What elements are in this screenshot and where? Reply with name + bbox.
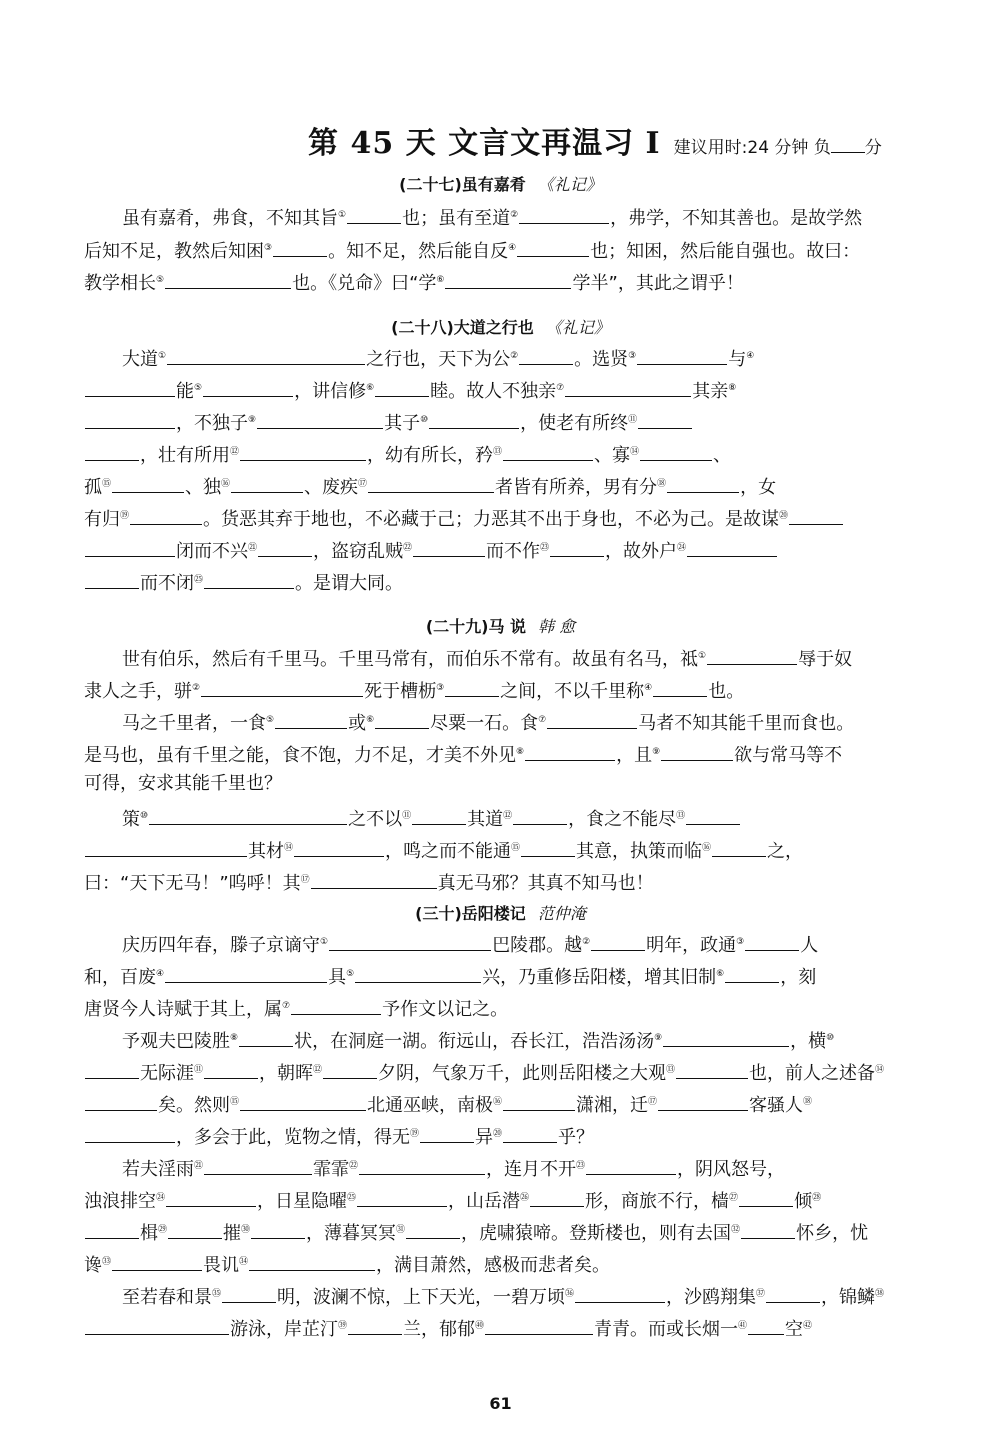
footnote-marker: ㉒ [403, 543, 413, 553]
answer-blank[interactable] [204, 1062, 258, 1079]
footnote-marker: ⑤ [194, 383, 203, 393]
answer-blank[interactable] [165, 272, 291, 289]
answer-blank[interactable] [663, 1030, 789, 1047]
answer-blank[interactable] [85, 380, 175, 397]
footnote-marker: ⑥ [436, 275, 445, 285]
text-line: 孤⑮ 、独⑯ 、废疾⑰ 者皆有所养，男有分⑱ ，女 [84, 477, 777, 498]
answer-blank[interactable] [725, 966, 779, 983]
section-heading: (二十八)大道之行也 [391, 318, 534, 337]
footnote-marker: ⑳ [493, 1129, 503, 1139]
text-line: 楫$^㉙$ 摧$^㉚$ ，薄暮冥冥$^㉛$ ，虎啸猿啼。登斯楼也，则有去国$^㉜$ 怀乡，忧 [84, 1218, 936, 1246]
footnote-marker: ⑯ [221, 479, 231, 489]
footnote-marker: ⑥ [366, 383, 375, 393]
section-source: 《礼记》 [545, 318, 610, 337]
text-line: 是马也，虽有千里之能，食不饱，力不足，才美不外见⑧ ，且⑨ 欲与常马等不 [84, 745, 843, 766]
text-line: 世有伯乐，然后有千里马。千里马常有，而伯乐不常有。故虽有名马，祗① 辱于奴 [122, 649, 853, 670]
footnote-marker: ㉞ [239, 1257, 249, 1267]
text-line: 予观夫巴陵胜⑧ 状，在洞庭一湖。衔远山，吞长江，浩浩汤汤⑨ ，横⑩ [122, 1031, 835, 1052]
footnote-marker: ③ [628, 351, 637, 361]
footnote-marker: ⑨ [248, 415, 257, 425]
footnote-marker: ⑦ [538, 715, 547, 725]
text-line: 矣。然则⑮ 北通巫峡，南极⑯ 潇湘，迁⑰ 客骚人⑱ [84, 1090, 936, 1118]
text-line: 大道① 之行也，天下为公② 。选贤③ 与④ [122, 349, 755, 370]
footnote-marker: ⑩ [826, 1033, 835, 1043]
footnote-marker: ㉗ [729, 1193, 739, 1203]
answer-blank[interactable] [565, 380, 691, 397]
answer-blank[interactable] [240, 1094, 366, 1111]
answer-blank[interactable] [591, 934, 645, 951]
text-line: 和，百废④ 具⑤ 兴，乃重修岳阳楼，增其旧制⑥ ，刻 [84, 967, 817, 988]
footnote-marker: ① [320, 937, 329, 947]
answer-blank[interactable] [258, 540, 312, 557]
answer-blank[interactable] [222, 1286, 276, 1303]
answer-blank[interactable] [575, 1286, 665, 1303]
footnote-marker: ㉔ [677, 543, 687, 553]
answer-blank[interactable] [204, 1158, 312, 1175]
footnote-marker: ⑭ [284, 843, 294, 853]
answer-blank[interactable] [375, 712, 429, 729]
answer-blank[interactable] [667, 476, 739, 493]
footnote-marker: ⑧ [728, 383, 737, 393]
footnote-marker: ㊳ [875, 1289, 885, 1299]
footnote-marker: ㊷ [803, 1321, 813, 1331]
text-line: 若夫淫雨$^㉑$ 霏霏$^㉒$ ，连月不开$^㉓$ ，阴风怒号， [122, 1159, 786, 1180]
answer-blank[interactable] [251, 1222, 305, 1239]
footnote-marker: ㉓ [540, 543, 550, 553]
answer-blank[interactable] [311, 872, 437, 889]
answer-blank[interactable] [368, 476, 494, 493]
answer-blank[interactable] [519, 207, 609, 224]
answer-blank[interactable] [687, 540, 777, 557]
answer-blank[interactable] [739, 1190, 793, 1207]
answer-blank[interactable] [445, 272, 571, 289]
answer-blank[interactable] [203, 380, 293, 397]
answer-blank[interactable] [323, 1062, 377, 1079]
footnote-marker: ⑤ [156, 275, 165, 285]
answer-blank[interactable] [85, 540, 175, 557]
footnote-marker: ⑰ [358, 479, 368, 489]
answer-blank[interactable] [638, 412, 692, 429]
answer-blank[interactable] [112, 1254, 202, 1271]
footnote-marker: ② [192, 683, 201, 693]
section-title [0, 614, 1001, 637]
answer-blank[interactable] [640, 444, 712, 461]
answer-blank[interactable] [658, 1094, 748, 1111]
footnote-marker: ⑧ [516, 747, 525, 757]
footnote-marker: ⑮ [230, 1097, 240, 1107]
text-line: 有归⑲ 。货恶其弃于地也，不必藏于己；力恶其不出于身也，不必为己。是故谋⑳ [84, 504, 936, 532]
answer-blank[interactable] [85, 1094, 157, 1111]
answer-blank[interactable] [275, 712, 347, 729]
text-line: 而不闭$^㉕$ 。是谓大同。 [84, 568, 936, 596]
answer-blank[interactable] [521, 840, 575, 857]
score-blank[interactable] [831, 138, 865, 153]
answer-blank[interactable] [517, 240, 589, 257]
footnote-marker: ⑩ [420, 415, 429, 425]
answer-blank[interactable] [712, 840, 766, 857]
answer-blank[interactable] [429, 412, 519, 429]
footnote-marker: ⑬ [666, 1065, 676, 1075]
answer-blank[interactable] [85, 444, 139, 461]
answer-blank[interactable] [85, 1126, 175, 1143]
section-title [0, 901, 1001, 924]
answer-blank[interactable] [149, 808, 347, 825]
text-line: 曰：“天下无马！”呜呼！其⑰ 真无马邪？其真不知马也！ [84, 873, 654, 894]
footnote-marker: ⑨ [654, 1033, 663, 1043]
answer-blank[interactable] [766, 1286, 820, 1303]
footnote-marker: ㉜ [731, 1225, 741, 1235]
page-header [308, 118, 882, 162]
footnote-marker: ㉚ [241, 1225, 251, 1235]
text-line: 浊浪排空$^㉔$ ，日星隐曜$^㉕$ ，山岳潜$^㉖$ 形，商旅不行，樯$^㉗$ 倾$^㉘$ [84, 1191, 822, 1212]
footnote-marker: ① [698, 651, 707, 661]
footnote-marker: ㉓ [576, 1161, 586, 1171]
answer-blank[interactable] [485, 1318, 593, 1335]
text-line: 谗$^㉝$ 畏讥$^㉞$ ，满目萧然，感极而悲者矣。 [84, 1255, 611, 1276]
suggested-time: 建议用时:24 分钟 负 [673, 138, 831, 158]
answer-blank[interactable] [166, 1190, 256, 1207]
text-line: 教学相长⑤ 也。《兑命》曰“学⑥ 学半”，其此之谓乎！ [84, 273, 744, 294]
footnote-marker: ⑱ [803, 1097, 813, 1107]
text-line: 唐贤今人诗赋于其上，属⑦ 予作文以记之。 [84, 999, 509, 1020]
answer-blank[interactable] [329, 934, 491, 951]
answer-blank[interactable] [586, 1158, 676, 1175]
answer-blank[interactable] [513, 808, 567, 825]
answer-blank[interactable] [676, 1062, 748, 1079]
footnote-marker: ㊶ [738, 1321, 748, 1331]
answer-blank[interactable] [530, 1190, 584, 1207]
footnote-marker: ㉑ [194, 1161, 204, 1171]
answer-blank[interactable] [707, 648, 797, 665]
answer-blank[interactable] [686, 808, 740, 825]
answer-blank[interactable] [748, 1318, 784, 1335]
answer-blank[interactable] [519, 348, 573, 365]
footnote-marker: ⑰ [300, 875, 310, 885]
answer-blank[interactable] [85, 1318, 229, 1335]
text-line: 至若春和景$^㉟$ 明，波澜不惊，上下天光，一碧万顷$^㊱$ ，沙鸥翔集$^㊲$ ，锦鳞$^㊳$ [122, 1287, 885, 1308]
text-line: 无际涯⑪ ，朝晖⑫ 夕阴，气象万千，此则岳阳楼之大观⑬ 也，前人之述备⑭ [84, 1058, 936, 1086]
answer-blank[interactable] [637, 348, 727, 365]
answer-blank[interactable] [130, 508, 202, 525]
footnote-marker: ④ [508, 243, 517, 253]
footnote-marker: ㊵ [475, 1321, 485, 1331]
answer-blank[interactable] [789, 508, 843, 525]
footnote-marker: ⑮ [102, 479, 112, 489]
answer-blank[interactable] [420, 1126, 474, 1143]
section-heading: (三十)岳阳楼记 [415, 904, 526, 923]
footnote-marker: ⑭ [630, 447, 640, 457]
answer-blank[interactable] [204, 572, 294, 589]
text-line: 马之千里者，一食⑤ 或⑥ 尽粟一石。食⑦ 马者不知其能千里而食也。 [122, 713, 855, 734]
answer-blank[interactable] [653, 680, 707, 697]
section-source: 范仲淹 [537, 904, 586, 923]
text-line: 后知不足，教然后知困③ 。知不足，然后能自反④ 也；知困，然后能自强也。故曰： [84, 241, 861, 262]
footnote-marker: ③ [264, 243, 273, 253]
answer-blank[interactable] [347, 207, 401, 224]
section-heading: (二十七)虽有嘉肴 [399, 175, 526, 194]
footnote-marker: ⑱ [657, 479, 667, 489]
answer-blank[interactable] [168, 1222, 222, 1239]
footnote-marker: ⑪ [628, 415, 638, 425]
footnote-marker: ㉟ [212, 1289, 222, 1299]
footnote-marker: ㊴ [338, 1321, 348, 1331]
footnote-marker: ⑭ [875, 1065, 885, 1075]
answer-blank[interactable] [231, 476, 303, 493]
text-line: 游泳，岸芷汀$^㊴$ 兰，郁郁$^㊵$ 青青。而或长烟一$^㊶$ 空$^㊷$ [84, 1314, 936, 1342]
footnote-marker: ⑳ [779, 511, 789, 521]
text-line: ，多会于此，览物之情，得无⑲ 异⑳ 乎？ [84, 1122, 936, 1150]
footnote-marker: ⑦ [556, 383, 565, 393]
answer-blank[interactable] [413, 540, 485, 557]
footnote-marker: ⑦ [282, 1001, 291, 1011]
answer-blank[interactable] [357, 1190, 447, 1207]
footnote-marker: ㊲ [756, 1289, 766, 1299]
footnote-marker: ⑩ [140, 811, 149, 821]
footnote-marker: ② [510, 210, 519, 220]
answer-blank[interactable] [85, 412, 175, 429]
footnote-marker: ㉔ [156, 1193, 166, 1203]
text-line: ，壮有所用⑫ ，幼有所长，矜⑬ 、寡⑭ 、 [84, 440, 936, 468]
footnote-marker: ⑨ [652, 747, 661, 757]
footnote-marker: ㉒ [349, 1161, 359, 1171]
page-number: 61 [489, 1394, 512, 1413]
answer-blank[interactable] [661, 744, 733, 761]
section-source: 《礼记》 [537, 175, 602, 194]
answer-blank[interactable] [85, 1222, 139, 1239]
footnote-marker: ④ [746, 351, 755, 361]
text-line: 隶人之手，骈② 死于槽枥③ 之间，不以千里称④ 也。 [84, 681, 745, 702]
answer-blank[interactable] [240, 444, 366, 461]
footnote-marker: ⑬ [493, 447, 503, 457]
footnote-marker: ② [510, 351, 519, 361]
footnote-marker: ⑥ [366, 715, 375, 725]
footnote-marker: ⑲ [120, 511, 130, 521]
answer-blank[interactable] [201, 680, 363, 697]
footnote-marker: ① [158, 351, 167, 361]
answer-blank[interactable] [503, 444, 593, 461]
footnote-marker: ㉖ [520, 1193, 530, 1203]
footnote-marker: ④ [644, 683, 653, 693]
footnote-marker: ㉛ [396, 1225, 406, 1235]
footnote-marker: ① [338, 210, 347, 220]
footnote-marker: ㉘ [812, 1193, 822, 1203]
answer-blank[interactable] [167, 348, 365, 365]
footnote-marker: ⑲ [410, 1129, 420, 1139]
answer-blank[interactable] [85, 572, 139, 589]
footnote-marker: ㉕ [194, 575, 204, 585]
answer-blank[interactable] [294, 840, 384, 857]
answer-blank[interactable] [165, 966, 327, 983]
footnote-marker: ⑰ [648, 1097, 658, 1107]
answer-blank[interactable] [348, 1318, 402, 1335]
answer-blank[interactable] [112, 476, 184, 493]
answer-blank[interactable] [239, 1030, 293, 1047]
footnote-marker: ⑮ [511, 843, 521, 853]
footnote-marker: ⑫ [503, 811, 513, 821]
answer-blank[interactable] [85, 840, 247, 857]
section-heading: (二十九)马 说 [425, 617, 527, 636]
footnote-marker: ⑤ [346, 969, 355, 979]
footnote-marker: ⑤ [266, 715, 275, 725]
footnote-marker: ③ [736, 937, 745, 947]
text-line: 其材⑭ ，鸣之而不能通⑮ 其意，执策而临⑯ 之， [84, 836, 936, 864]
text-line: ，不独子⑨ 其子⑩ ，使老有所终⑪ [84, 408, 936, 436]
answer-blank[interactable] [550, 540, 604, 557]
answer-blank[interactable] [375, 380, 429, 397]
time-and-score [674, 138, 882, 158]
answer-blank[interactable] [355, 966, 481, 983]
text-line: 庆历四年春，滕子京谪守① 巴陵郡。越② 明年，政通③ 人 [122, 935, 819, 956]
answer-blank[interactable] [745, 934, 799, 951]
section-title [0, 172, 1001, 195]
page-title: 第 45 天 文言文再温习 I [308, 126, 661, 161]
answer-blank[interactable] [273, 240, 327, 257]
answer-blank[interactable] [547, 712, 637, 729]
footnote-marker: ㉕ [347, 1193, 357, 1203]
text-line: 虽有嘉肴，弗食，不知其旨① 也；虽有至道② ，弗学，不知其善也。是故学然 [122, 208, 863, 229]
footnote-marker: ⑬ [676, 811, 686, 821]
score-unit: 分 [864, 138, 882, 158]
footnote-marker: ㊱ [565, 1289, 575, 1299]
footnote-marker: ⑥ [716, 969, 725, 979]
footnote-marker: ⑧ [230, 1033, 239, 1043]
text-line: 能⑤ ，讲信修⑥ 睦。故人不独亲⑦ 其亲⑧ [84, 376, 936, 404]
answer-blank[interactable] [257, 412, 383, 429]
footnote-marker: ㉝ [102, 1257, 112, 1267]
footnote-marker: ⑯ [493, 1097, 503, 1107]
footnote-marker: ⑫ [313, 1065, 323, 1075]
section-title [0, 315, 1001, 338]
answer-blank[interactable] [85, 1062, 139, 1079]
footnote-marker: ⑪ [194, 1065, 204, 1075]
answer-blank[interactable] [249, 1254, 375, 1271]
text-line: 策⑩ 之不以⑪ 其道⑫ ，食之不能尽⑬ [122, 804, 936, 832]
footnote-marker: ④ [156, 969, 165, 979]
answer-blank[interactable] [503, 1094, 575, 1111]
answer-blank[interactable] [412, 808, 466, 825]
footnote-marker: ㉙ [158, 1225, 168, 1235]
answer-blank[interactable] [503, 1126, 557, 1143]
footnote-marker: ⑫ [230, 447, 240, 457]
answer-blank[interactable] [406, 1222, 460, 1239]
footnote-marker: ⑯ [702, 843, 712, 853]
text-line: 可得，安求其能千里也？ [84, 773, 282, 794]
answer-blank[interactable] [445, 680, 499, 697]
section-source: 韩 愈 [538, 617, 576, 636]
answer-blank[interactable] [291, 998, 381, 1015]
footnote-marker: ㉑ [248, 543, 258, 553]
footnote-marker: ⑪ [402, 811, 412, 821]
text-line: 闭而不兴$^㉑$ ，盗窃乱贼$^㉒$ 而不作$^㉓$ ，故外户$^㉔$ [84, 536, 936, 564]
footnote-marker: ③ [436, 683, 445, 693]
footnote-marker: ② [582, 937, 591, 947]
answer-blank[interactable] [525, 744, 615, 761]
answer-blank[interactable] [359, 1158, 485, 1175]
answer-blank[interactable] [741, 1222, 795, 1239]
